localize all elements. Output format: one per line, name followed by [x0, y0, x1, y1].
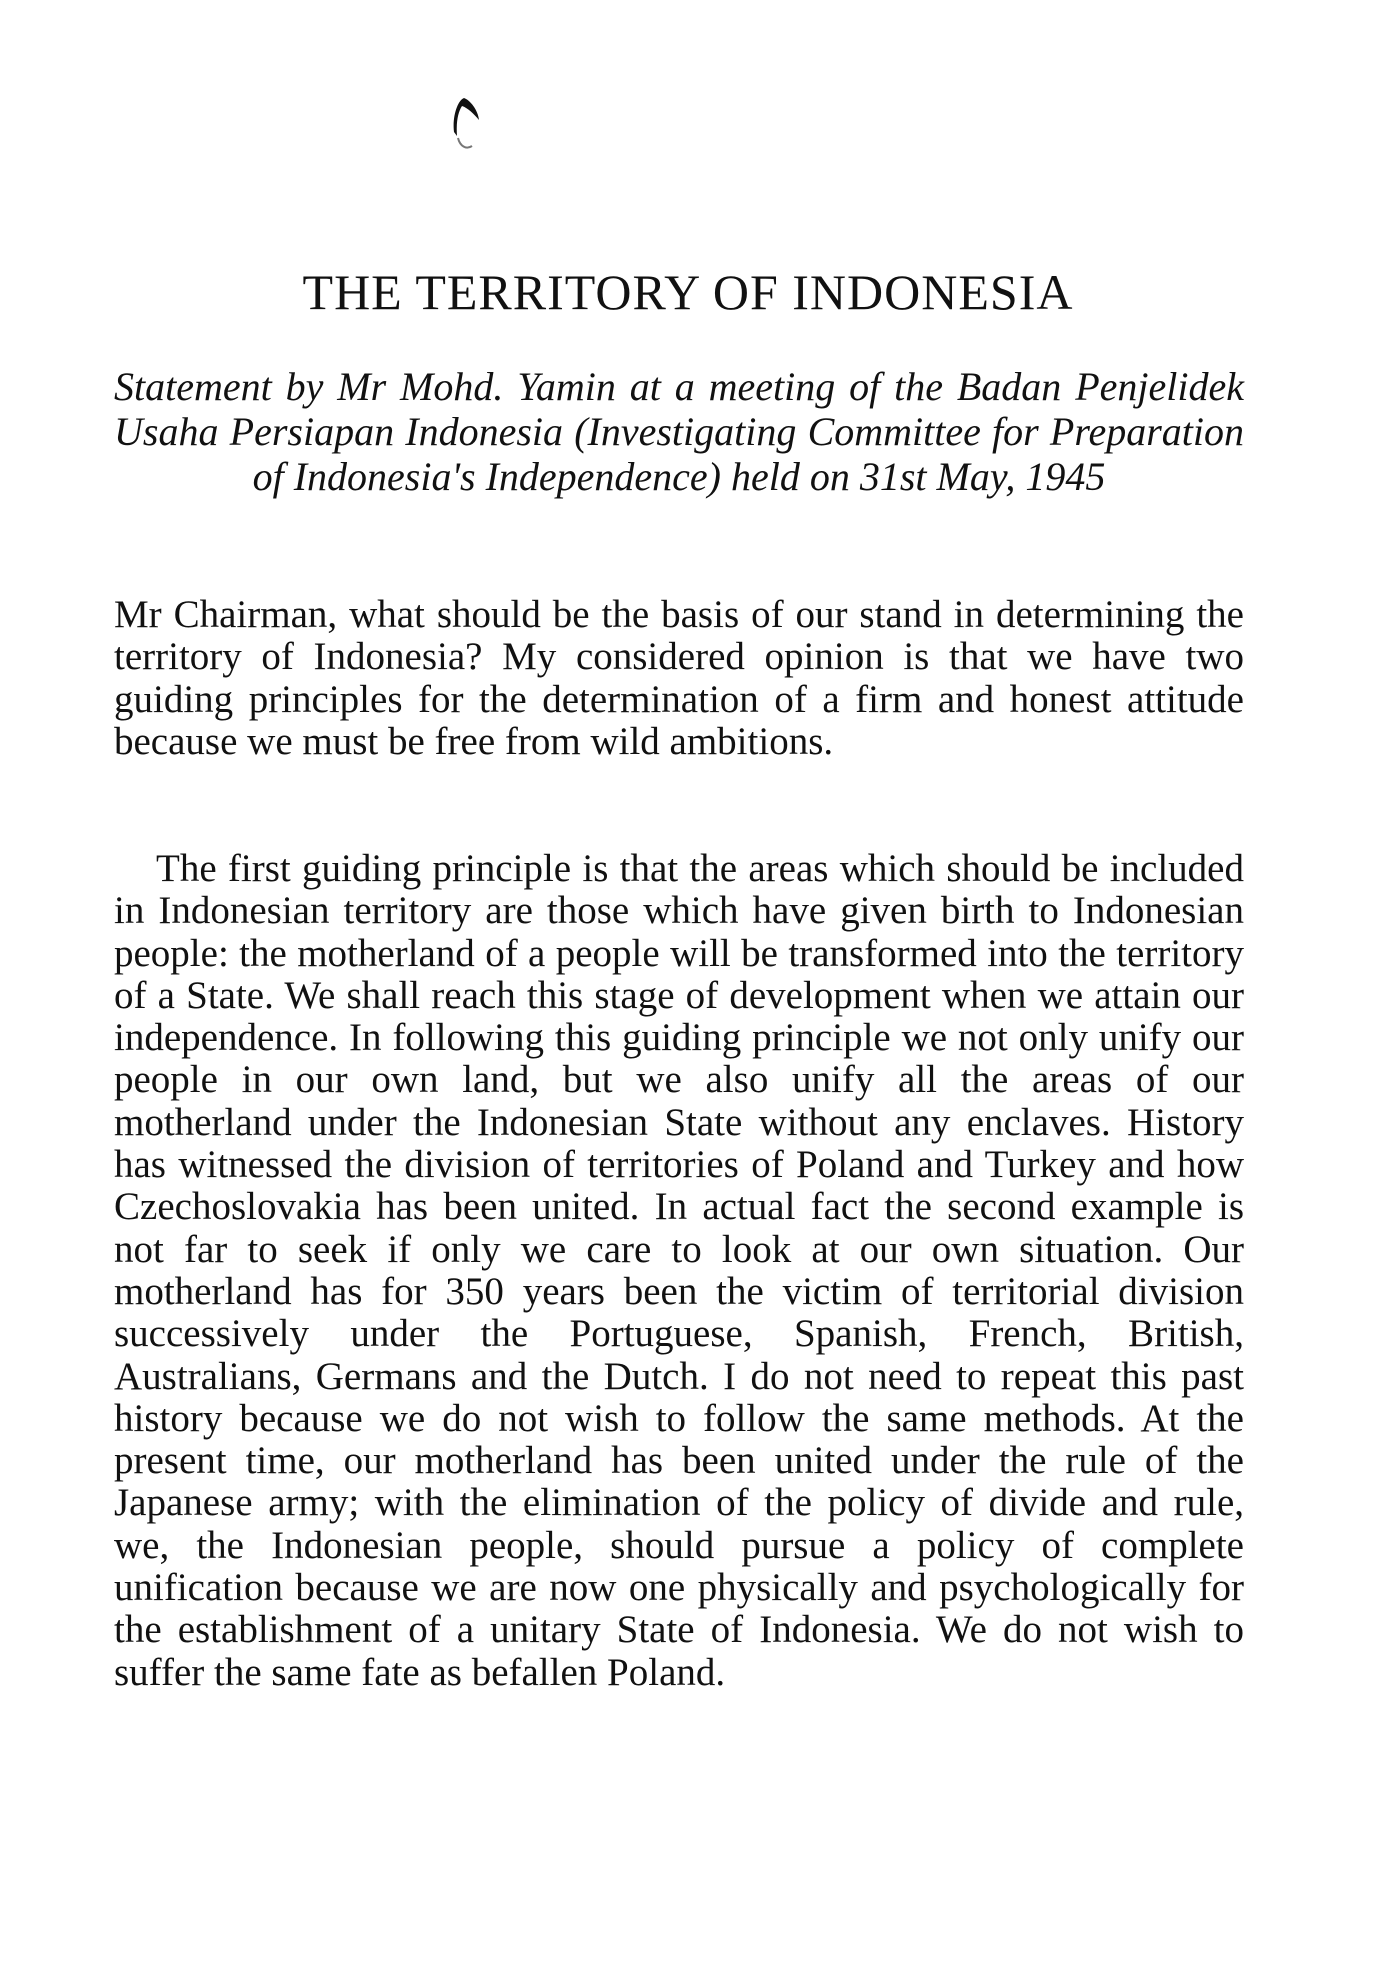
body-paragraph-1: Mr Chairman, what should be the basis of our stand in determining the territory of Indonesia? My considered opinion is that we have two guiding principles for the determination of a firm and honest attitude because we must be free from wild ambitions.	[114, 593, 1244, 763]
scan-mark-icon	[448, 94, 482, 154]
page-title: THE TERRITORY OF INDONESIA	[302, 264, 1074, 320]
statement-subtitle: Statement by Mr Mohd. Yamin at a meeting of the Badan Penjelidek Usaha Persiapan Indonesia (Investigating Committee for Preparation of Indonesia's Independence) held on 31st May, 1945	[114, 364, 1244, 499]
body-paragraph-2: The first guiding principle is that the areas which should be included in Indonesian territory are those which have given birth to Indonesian people: the motherland of a people will be transformed into the territory of a State. We shall reach this stage of development when we attain our independence. In following this guiding principle we not only unify our people in our own land, but we also unify all the areas of our motherland under the Indonesian State without any enclaves. History has witnessed the division of territories of Poland and Turkey and how Czechoslovakia has been united. In actual fact the second example is not far to seek if only we care to look at our own situation. Our motherland has for 350 years been the victim of territorial division successively under the Portuguese, Spanish, French, British, Australians, Germans and the Dutch. I do not need to repeat this past history because we do not wish to follow the same methods. At the present time, our motherland has been united under the rule of the Japanese army; with the elimination of the policy of divide and rule, we, the Indonesian people, should pursue a policy of complete unification because we are now one physically and psychologically for the establishment of a unitary State of Indonesia. We do not wish to suffer the same fate as befallen Poland.	[114, 847, 1244, 1694]
